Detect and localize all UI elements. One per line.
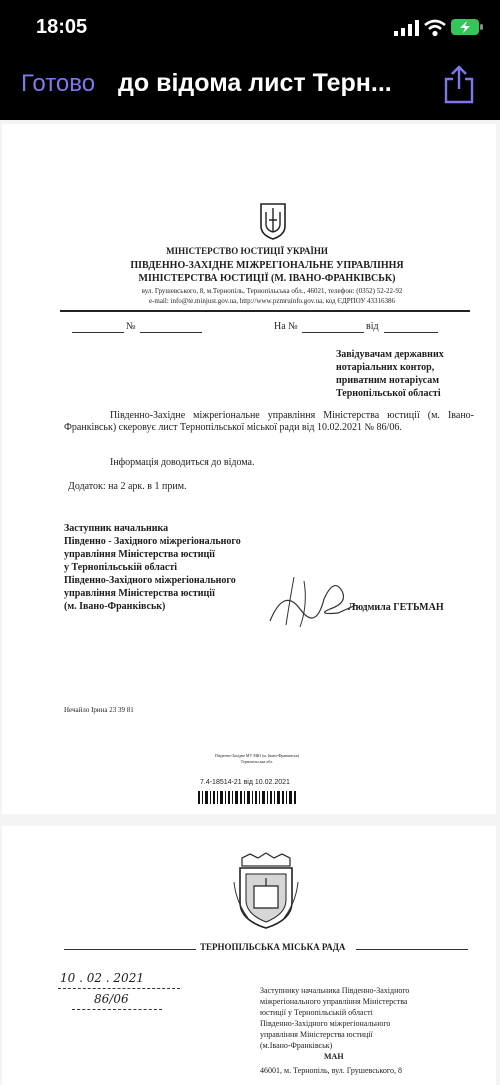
signer-title-line-1: Заступник начальника	[64, 523, 169, 534]
council-name: ТЕРНОПІЛЬСЬКА МІСЬКА РАДА	[200, 942, 346, 952]
body-paragraph-1: Південно-Західне міжрегіональне управління Міністерства юстиції (м. Івано-Франківськ) скеровує лист Тернопільської міської ради від 10.02.2021 № 86/06.	[64, 410, 474, 434]
ref-blank-3	[302, 332, 364, 333]
registration-stamp-line-2: Тернопільська обл.	[240, 759, 274, 764]
signer-title-line-5: Південно-Західного міжрегіонального	[64, 575, 236, 586]
executor-note: Нечайло Ірина 23 39 81	[64, 706, 134, 714]
document-viewer[interactable]	[0, 120, 500, 1085]
addressee-line-4: Тернопільської області	[336, 388, 441, 399]
organization-line-2: МІНІСТЕРСТВА ЮСТИЦІЇ (М. ІВАНО-ФРАНКІВСЬК)	[138, 273, 396, 284]
page2-address: 46001, м. Тернопіль, вул. Грушевського, 8	[260, 1066, 402, 1075]
coat-of-arms-icon	[258, 202, 288, 240]
cellular-signal-icon	[394, 20, 420, 36]
date-blank	[58, 988, 180, 989]
page2-addressee-line-5: управління Міністерства юстиції	[260, 1030, 373, 1039]
navigation-bar	[0, 52, 500, 120]
signer-title-line-3: управління Міністерства юстиції	[64, 549, 215, 560]
body-paragraph-2: Інформація доводиться до відома.	[110, 457, 255, 468]
signer-title-line-7: (м. Івано-Франківськ)	[64, 601, 166, 612]
page2-addressee-line-3: юстиції у Тернопільській області	[260, 1008, 373, 1017]
ministry-name: МІНІСТЕРСТВО ЮСТИЦІЇ УКРАЇНИ	[166, 246, 328, 256]
contacts-line-2: e-mail: info@te.minjust.gov.ua, http://www.pzmruinfo.gov.ua, код ЄДРПОУ 43316386	[148, 297, 396, 305]
page2-addressee-name: МАН	[324, 1052, 344, 1061]
page2-addressee-line-2: міжрегіонального управління Міністерства	[260, 997, 408, 1006]
organization-line-1: ПІВДЕННО-ЗАХІДНЕ МІЖРЕГІОНАЛЬНЕ УПРАВЛІННЯ	[130, 260, 404, 271]
document-page-2	[2, 826, 496, 1085]
page2-addressee-line-1: Заступнику начальника Південно-Західного	[260, 986, 410, 995]
ref-blank-4	[384, 332, 438, 333]
handwritten-number: 86/06	[94, 992, 129, 1006]
document-title: до відома лист Терн...	[118, 69, 392, 97]
handwritten-signature	[264, 569, 360, 631]
addressee-line-2: нотаріальних контор,	[336, 362, 435, 373]
battery-charging-icon	[450, 18, 484, 36]
addressee-line-1: Завідувачам державних	[336, 349, 444, 360]
signer-title-line-2: Південно - Західного міжрегіонального	[64, 536, 241, 547]
council-rule-right	[356, 949, 468, 950]
done-button[interactable]: Готово	[21, 70, 96, 97]
contacts-line-1: вул. Грушевського, 8, м.Тернопіль, Тернопільська обл., 46021, телефон: (0352) 52-22-92	[141, 287, 403, 295]
handwritten-date: 10 . 02 . 2021	[60, 971, 144, 985]
share-icon[interactable]	[442, 64, 476, 104]
barcode	[198, 791, 298, 804]
attachment-note: Додаток: на 2 арк. в 1 прим.	[68, 481, 187, 492]
header-divider	[60, 310, 470, 312]
document-page-1	[2, 124, 496, 814]
council-rule-left	[64, 949, 196, 950]
wifi-icon	[424, 19, 446, 37]
ref-from-label: від	[366, 321, 379, 332]
city-coat-of-arms-icon	[230, 852, 302, 930]
addressee-line-3: приватним нотаріусам	[336, 375, 440, 386]
registration-number: 7.4-18514-21 від 10.02.2021	[200, 779, 290, 786]
signer-title-line-4: у Тернопільській області	[64, 562, 178, 573]
ref-blank-1	[72, 332, 124, 333]
registration-stamp-line-1: Південно-Західне МУ МЮ (м. Івано-Франківськ)	[214, 753, 300, 758]
status-time: 18:05	[36, 16, 88, 38]
page2-addressee-line-4: Південно-Західного міжрегіонального	[260, 1019, 391, 1028]
number-blank	[72, 1009, 162, 1010]
signer-title-line-6: управління Міністерства юстиції	[64, 588, 215, 599]
ref-number-label: №	[126, 321, 136, 332]
ref-on-label: На №	[274, 321, 298, 332]
signer-name: Людмила ГЕТЬМАН	[348, 602, 444, 613]
page2-addressee-line-6: (м.Івано-Франківськ)	[260, 1041, 333, 1050]
status-bar	[0, 0, 500, 52]
ref-blank-2	[140, 332, 202, 333]
